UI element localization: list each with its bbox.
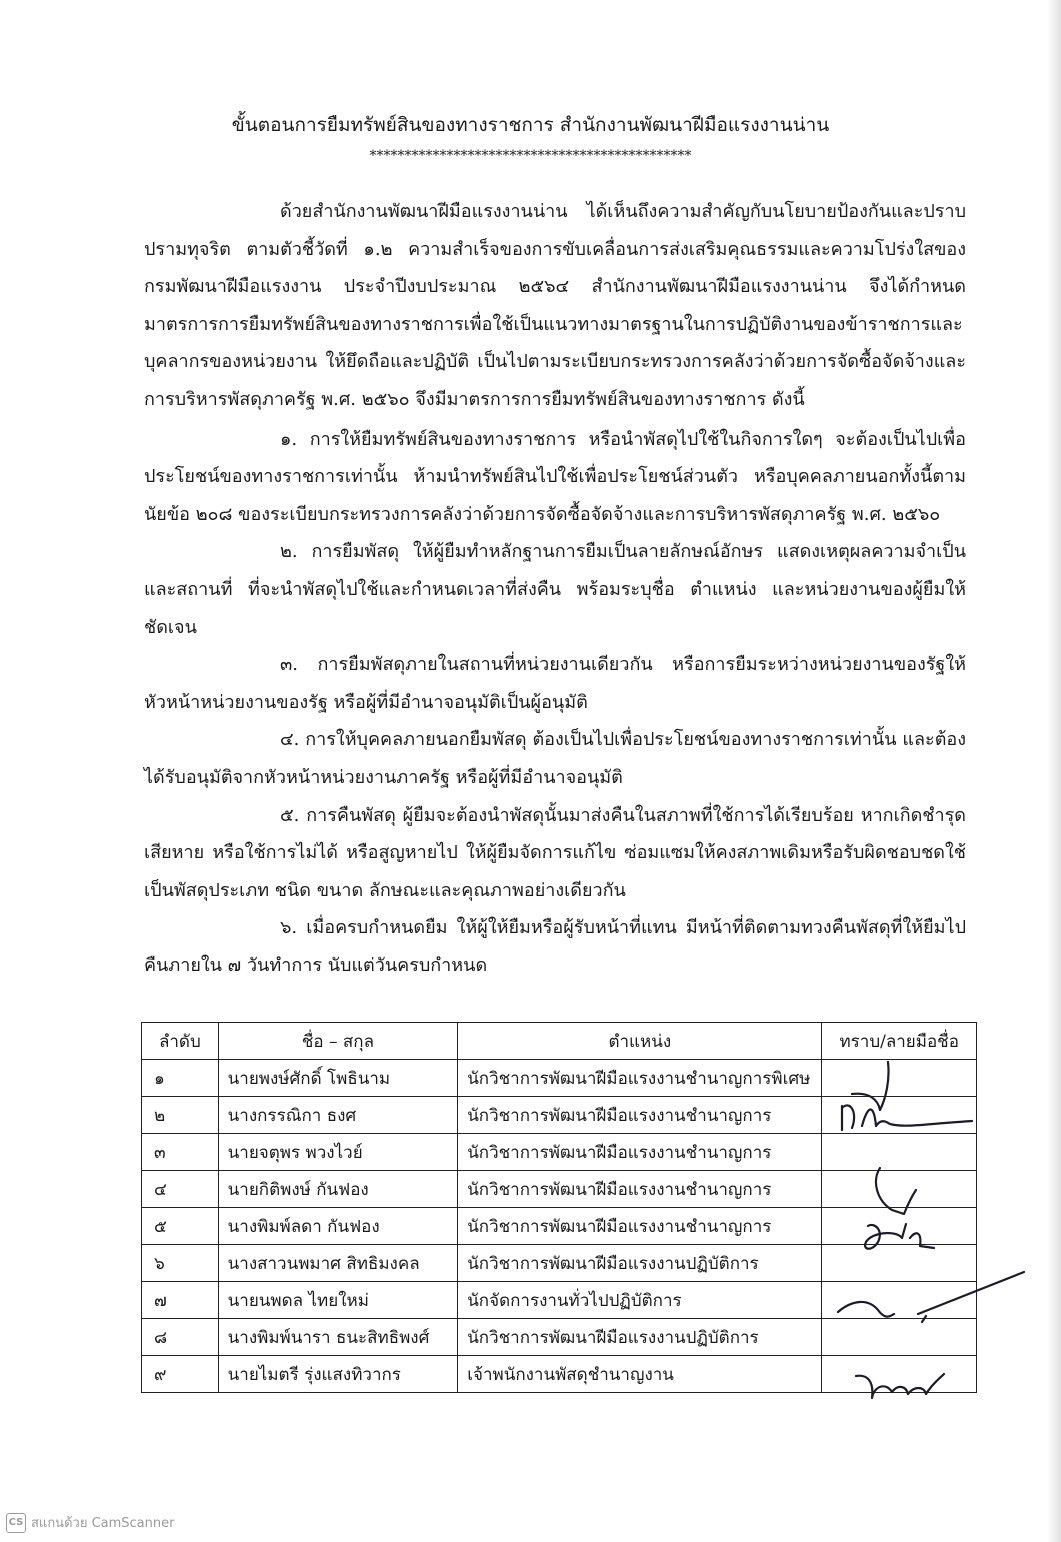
- row-position: นักวิชาการพัฒนาฝีมือแรงงานปฏิบัติการ: [458, 1319, 822, 1356]
- row-signature-cell: [822, 1282, 977, 1319]
- row-position: นักวิชาการพัฒนาฝีมือแรงงานปฏิบัติการ: [458, 1245, 822, 1282]
- row-position: เจ้าพนักงานพัสดุชำนาญงาน: [458, 1356, 822, 1393]
- row-name: นางกรรณิกา ธงศ: [218, 1097, 458, 1134]
- row-position: นักวิชาการพัฒนาฝีมือแรงงานชำนาญการ: [458, 1134, 822, 1171]
- rule-1: ๑. การให้ยืมทรัพย์สินของทางราชการ หรือนำพัสดุไปใช้ในกิจการใดๆ จะต้องเป็นไปเพื่อประโยชน์ของทางราชการเท่านั้น ห้ามนำทรัพย์สินไปใช้เพื่อประโยชน์ส่วนตัว หรือบุคคลภายนอกทั้งนี้ตามนัยข้อ ๒๐๘ ของระเบียบกระทรวงการคลังว่าด้วยการจัดซื้อจัดจ้างและการบริหารพัสดุภาครัฐ พ.ศ. ๒๕๖๐: [144, 428, 966, 525]
- table-row: [142, 1245, 977, 1282]
- row-signature-cell: [822, 1060, 977, 1097]
- table-header-row: [142, 1023, 977, 1060]
- rule-2: ๒. การยืมพัสดุ ให้ผู้ยืมทำหลักฐานการยืมเป็นลายลักษณ์อักษร แสดงเหตุผลความจำเป็นและสถานที่ ที่จะนำพัสดุไปใช้และกำหนดเวลาที่ส่งคืน พร้อมระบุชื่อ ตำแหน่ง และหน่วยงานของผู้ยืมให้ชัดเจน: [144, 541, 966, 638]
- rule-4: ๔. การให้บุคคลภายนอกยืมพัสดุ ต้องเป็นไปเพื่อประโยชน์ของทางราชการเท่านั้น และต้องได้รับอนุมัติจากหัวหน้าหน่วยงานภาครัฐ หรือผู้ที่มีอำนาจอนุมัติ: [144, 729, 966, 788]
- row-signature-cell: [822, 1245, 977, 1282]
- table-row: [142, 1134, 977, 1171]
- row-signature-cell: [822, 1356, 977, 1393]
- row-position: นักจัดการงานทั่วไปปฏิบัติการ: [458, 1282, 822, 1319]
- row-signature-cell: [822, 1134, 977, 1171]
- row-no: ๒: [142, 1097, 219, 1134]
- document-title: ขั้นตอนการยืมทรัพย์สินของทางราชการ สำนักงานพัฒนาฝีมือแรงงานน่าน: [231, 114, 830, 136]
- title-separator: **********************************************: [369, 148, 692, 164]
- row-no: ๙: [142, 1356, 219, 1393]
- row-signature-cell: [822, 1097, 977, 1134]
- row-position: นักวิชาการพัฒนาฝีมือแรงงานชำนาญการ: [458, 1097, 822, 1134]
- row-position: นักวิชาการพัฒนาฝีมือแรงงานชำนาญการ: [458, 1208, 822, 1245]
- table-row: [142, 1060, 977, 1097]
- row-name: นางพิมพ์ลดา กันฟอง: [218, 1208, 458, 1245]
- row-position: นักวิชาการพัฒนาฝีมือแรงงานชำนาญการ: [458, 1171, 822, 1208]
- header-signature: ทราบ/ลายมือชื่อ: [822, 1023, 977, 1060]
- row-no: ๔: [142, 1171, 219, 1208]
- scan-edge-shadow: [1047, 0, 1061, 1542]
- row-name: นายจตุพร พวงไวย์: [218, 1134, 458, 1171]
- row-signature-cell: [822, 1171, 977, 1208]
- rule-5: ๕. การคืนพัสดุ ผู้ยืมจะต้องนำพัสดุนั้นมาส่งคืนในสภาพที่ใช้การได้เรียบร้อย หากเกิดชำรุดเสียหาย หรือใช้การไม่ได้ หรือสูญหายไป ให้ผู้ยืมจัดการแก้ไข ซ่อมแซมให้คงสภาพเดิมหรือรับผิดชอบชดใช้เป็นพัสดุประเภท ชนิด ขนาด ลักษณะและคุณภาพอย่างเดียวกัน: [144, 804, 966, 901]
- row-name: นายนพดล ไทยใหม่: [218, 1282, 458, 1319]
- row-position: นักวิชาการพัฒนาฝีมือแรงงานชำนาญการพิเศษ: [458, 1060, 822, 1097]
- header-name: ชื่อ – สกุล: [218, 1023, 458, 1060]
- rule-3: ๓. การยืมพัสดุภายในสถานที่หน่วยงานเดียวกัน หรือการยืมระหว่างหน่วยงานของรัฐให้หัวหน้าหน่วยงานของรัฐ หรือผู้ที่มีอำนาจอนุมัติเป็นผู้อนุมัติ: [144, 654, 966, 713]
- table-row: [142, 1319, 977, 1356]
- rule-6: ๖. เมื่อครบกำหนดยืม ให้ผู้ให้ยืมหรือผู้รับหน้าที่แทน มีหน้าที่ติดตามทวงคืนพัสดุที่ให้ยืมไปคืนภายใน ๗ วันทำการ นับแต่วันครบกำหนด: [144, 917, 966, 976]
- header-no: ลำดับ: [142, 1023, 219, 1060]
- row-no: ๓: [142, 1134, 219, 1171]
- row-name: นางพิมพ์นารา ธนะสิทธิพงศ์: [218, 1319, 458, 1356]
- watermark-text: สแกนด้วย CamScanner: [31, 1516, 175, 1531]
- camscanner-logo-icon: CS: [6, 1513, 26, 1533]
- table-row: [142, 1097, 977, 1134]
- row-no: ๕: [142, 1208, 219, 1245]
- camscanner-watermark: [6, 1512, 174, 1533]
- row-no: ๘: [142, 1319, 219, 1356]
- table-row: [142, 1171, 977, 1208]
- acknowledgement-table: [141, 1022, 977, 1393]
- header-position: ตำแหน่ง: [458, 1023, 822, 1060]
- row-signature-cell: [822, 1319, 977, 1356]
- table-row: [142, 1208, 977, 1245]
- row-name: นายพงษ์ศักดิ์ โพธินาม: [218, 1060, 458, 1097]
- row-name: นางสาวนพมาศ สิทธิมงคล: [218, 1245, 458, 1282]
- row-no: ๑: [142, 1060, 219, 1097]
- table-row: [142, 1356, 977, 1393]
- row-name: นายไมตรี รุ่งแสงทิวากร: [218, 1356, 458, 1393]
- row-signature-cell: [822, 1208, 977, 1245]
- row-name: นายกิติพงษ์ กันฟอง: [218, 1171, 458, 1208]
- intro-paragraph: ด้วยสำนักงานพัฒนาฝีมือแรงงานน่าน ได้เห็นถึงความสำคัญกับนโยบายป้องกันและปราบปรามทุจริต ตามตัวชี้วัดที่ ๑.๒ ความสำเร็จของการขับเคลื่อนการส่งเสริมคุณธรรมและความโปร่งใสของกรมพัฒนาฝีมือแรงงาน ประจำปีงบประมาณ ๒๕๖๔ สำนักงานพัฒนาฝีมือแรงงานน่าน จึงได้กำหนดมาตรการการยืมทรัพย์สินของทางราชการเพื่อใช้เป็นแนวทางมาตรฐานในการปฏิบัติงานของข้าราชการและบุคลากรของหน่วยงาน ให้ยึดถือและปฏิบัติ เป็นไปตามระเบียบกระทรวงการคลังว่าด้วยการจัดซื้อจัดจ้างและการบริหารพัสดุภาครัฐ พ.ศ. ๒๕๖๐ จึงมีมาตรการการยืมทรัพย์สินของทางราชการ ดังนี้: [144, 201, 966, 410]
- document-body: [144, 193, 966, 984]
- table-row: [142, 1282, 977, 1319]
- row-no: ๖: [142, 1245, 219, 1282]
- row-no: ๗: [142, 1282, 219, 1319]
